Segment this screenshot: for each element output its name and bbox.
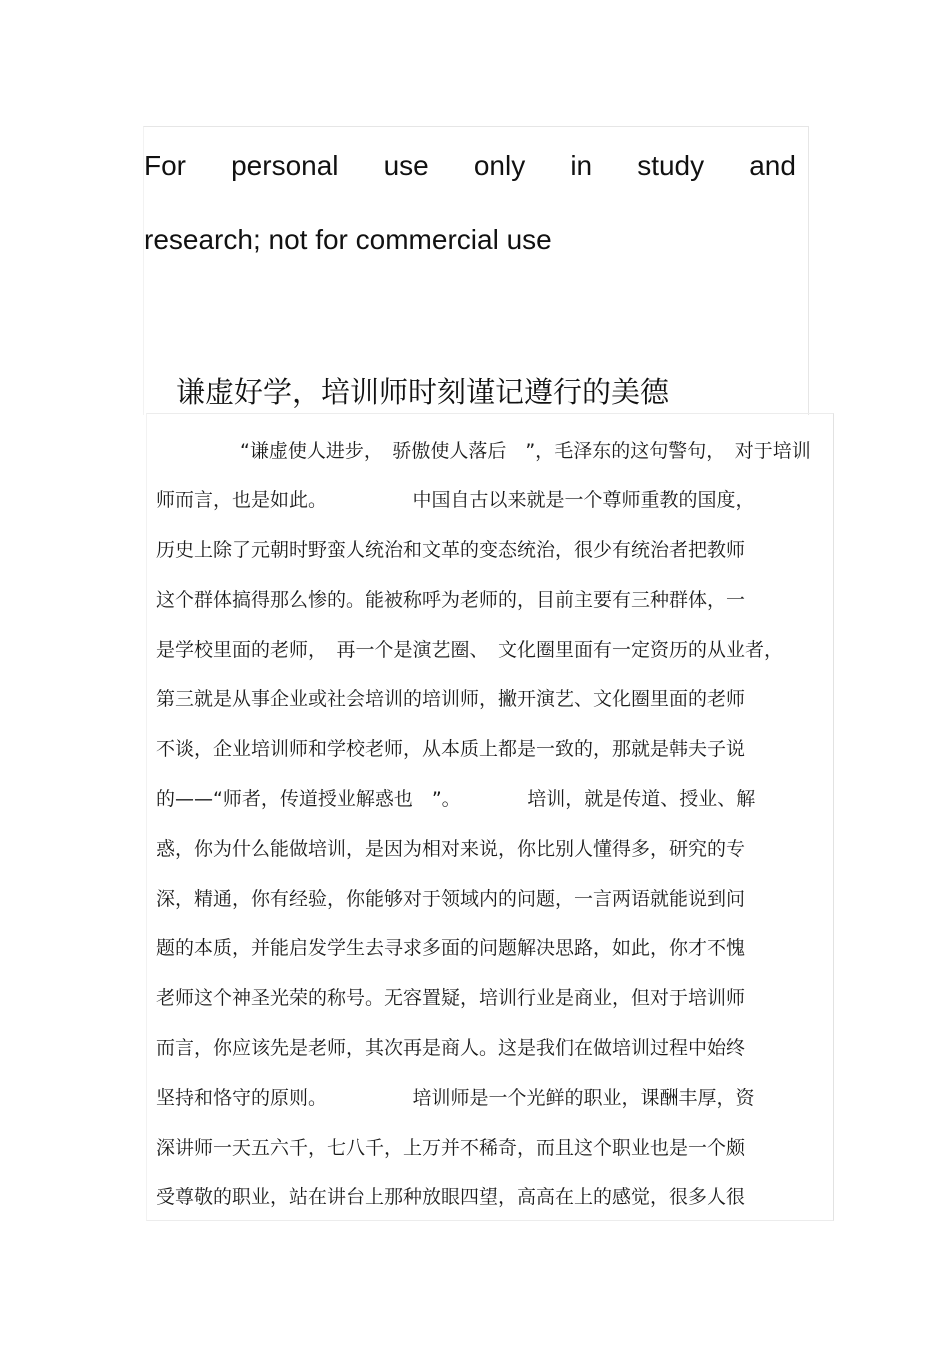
article-line: 是学校里面的老师， 再一个是演艺圈、 文化圈里面有一定资历的从业者， bbox=[156, 639, 784, 661]
notice-line-2: research; not for commercial use bbox=[144, 224, 552, 255]
article-line: 这个群体搞得那么惨的。能被称呼为老师的，目前主要有三种群体，一 bbox=[156, 589, 746, 611]
article-line: 的——“师者，传道授业解惑也 ”。 培训，就是传道、授业、解 bbox=[156, 788, 756, 810]
notice-word: and bbox=[749, 150, 796, 181]
article-line: 惑，你为什么能做培训，是因为相对来说，你比别人懂得多，研究的专 bbox=[156, 838, 746, 860]
article-line: 第三就是从事企业或社会培训的培训师，撇开演艺、文化圈里面的老师 bbox=[156, 688, 746, 710]
notice-word: only bbox=[473, 150, 526, 181]
article-line: “谦虚使人进步， 骄傲使人落后 ”，毛泽东的这句警句， 对于培训 bbox=[240, 440, 811, 462]
article-line: 而言，你应该先是老师，其次再是商人。这是我们在做培训过程中始终 bbox=[156, 1037, 746, 1059]
article-line: 坚持和恪守的原则。 培训师是一个光鲜的职业，课酬丰厚，资 bbox=[156, 1087, 755, 1109]
article-line: 不谈，企业培训师和学校老师，从本质上都是一致的，那就是韩夫子说 bbox=[156, 738, 746, 760]
article-line: 老师这个神圣光荣的称号。无容置疑，培训行业是商业，但对于培训师 bbox=[156, 987, 746, 1009]
notice-word: use bbox=[383, 150, 429, 181]
article-line: 师而言，也是如此。 中国自古以来就是一个尊师重教的国度， bbox=[156, 489, 755, 511]
article-line: 深讲师一天五六千，七八千，上万并不稀奇，而且这个职业也是一个颇 bbox=[156, 1137, 746, 1159]
notice-word: in bbox=[570, 150, 593, 181]
notice-word: personal bbox=[231, 150, 339, 181]
article-line: 受尊敬的职业，站在讲台上那种放眼四望，高高在上的感觉，很多人很 bbox=[156, 1186, 746, 1208]
notice-line-1 bbox=[144, 150, 796, 182]
article-line: 深，精通，你有经验，你能够对于领域内的问题，一言两语就能说到问 bbox=[156, 888, 746, 910]
notice-word: For bbox=[144, 150, 186, 181]
article-line: 历史上除了元朝时野蛮人统治和文革的变态统治，很少有统治者把教师 bbox=[156, 539, 746, 561]
article-line: 题的本质，并能启发学生去寻求多面的问题解决思路，如此，你才不愧 bbox=[156, 937, 746, 959]
notice-word: study bbox=[637, 150, 705, 181]
article-title: 谦虚好学，培训师时刻谨记遵行的美德 bbox=[176, 375, 670, 409]
